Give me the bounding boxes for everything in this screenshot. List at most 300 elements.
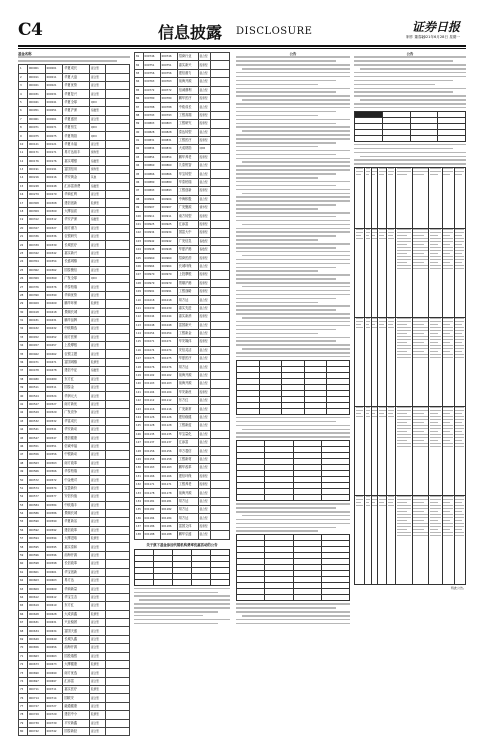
text-line: [134, 623, 218, 625]
fund-code: 000598: [27, 560, 45, 568]
fund-note: [105, 392, 129, 400]
table-row: [355, 168, 466, 229]
fund-name: 招商医药: [177, 254, 198, 262]
fund-code: 001044: [143, 313, 160, 321]
fund-code-2: 000001: [45, 65, 63, 73]
table-row: [19, 417, 130, 425]
fund-name: 上投摩根: [177, 271, 198, 279]
table-row: [19, 241, 130, 249]
fund-note: [105, 73, 129, 81]
fund-type: 混合型: [90, 417, 106, 425]
fund-code-2: 000342: [45, 249, 63, 257]
table-row: [19, 300, 130, 308]
fund-type: QDII: [90, 98, 106, 106]
fund-code: 000697: [27, 677, 45, 685]
text-line: [236, 603, 350, 605]
table-cell: [396, 229, 413, 318]
fund-type: QDII: [198, 145, 210, 153]
fund-code-2: 000756: [160, 69, 177, 77]
fund-note: [105, 241, 129, 249]
text-line: [236, 305, 350, 307]
fund-code-2: 000586: [45, 509, 63, 517]
fund-name: 中欧精选: [63, 325, 90, 333]
table-cell: [321, 495, 349, 501]
text-line: [242, 224, 350, 226]
table-row: [19, 98, 130, 106]
table-row: [19, 132, 130, 140]
fund-type: 指数型: [90, 216, 106, 224]
row-number: 68: [19, 627, 28, 635]
fund-note: [105, 484, 129, 492]
table-row: [355, 318, 466, 407]
fund-note: [210, 338, 229, 346]
fund-code: 000121: [27, 140, 45, 148]
text-line: [236, 72, 350, 74]
row-number: 1: [19, 65, 28, 73]
fund-note: [105, 157, 129, 165]
fund-type: 混合型: [90, 551, 106, 559]
fund-name: 广发信息: [177, 237, 198, 245]
fund-note: [105, 560, 129, 568]
text-line: [354, 159, 466, 161]
fund-code: 000631: [27, 618, 45, 626]
fund-note: [210, 103, 229, 111]
text-line: [354, 76, 466, 78]
text-line: [236, 165, 350, 167]
fund-type: 混合型: [90, 434, 106, 442]
fund-code-2: 001171: [160, 480, 177, 488]
fund-type: 混合型: [90, 333, 106, 341]
fund-code: 001137: [143, 438, 160, 446]
table-row: [19, 652, 130, 660]
fund-code-2: 001128: [160, 422, 177, 430]
fund-code: 000031: [27, 90, 45, 98]
table-cell: [355, 168, 365, 229]
row-number: 47: [19, 451, 28, 459]
column-fund-list-2: [134, 52, 230, 664]
fund-table-a: [18, 64, 130, 736]
text-line: [242, 615, 350, 617]
row-number: 2: [19, 73, 28, 81]
fund-type: 股票型: [198, 522, 210, 530]
fund-code: 001116: [143, 405, 160, 413]
text-line: [354, 148, 453, 150]
fund-note: [210, 187, 229, 195]
row-number: 104: [135, 245, 144, 253]
row-number: 33: [19, 333, 28, 341]
fund-type: 混合型: [198, 531, 210, 539]
table-row: [135, 103, 230, 111]
row-number: 114: [135, 329, 144, 337]
fund-note: [105, 325, 129, 333]
fund-code: 000051: [27, 107, 45, 115]
table-row: [135, 170, 230, 178]
fund-name: 易方达裕丰: [63, 149, 90, 157]
fund-note: [105, 669, 129, 677]
fund-type: 混合型: [90, 669, 106, 677]
fund-name: 前海开源: [63, 644, 90, 652]
fund-type: 混合型: [90, 451, 106, 459]
fund-code-2: 000964: [160, 262, 177, 270]
fund-type: 股票型: [90, 711, 106, 719]
fund-code-2: 000327: [45, 224, 63, 232]
fund-code-2: 000772: [160, 86, 177, 94]
fund-code-2: 000780: [160, 94, 177, 102]
fund-type: 混合型: [198, 296, 210, 304]
fund-name: 南方新优: [63, 400, 90, 408]
row-number: 36: [19, 358, 28, 366]
fund-type: 混合型: [198, 430, 210, 438]
fund-name: 建信稳健: [177, 413, 198, 421]
fund-code-2: 000031: [45, 90, 63, 98]
fund-name: 中海积极: [177, 195, 198, 203]
table-row: [135, 363, 230, 371]
text-line: [236, 611, 350, 613]
row-number: 28: [19, 291, 28, 299]
fund-type: 指数型: [90, 367, 106, 375]
table-row: [135, 145, 230, 153]
fund-code-2: 000362: [45, 266, 63, 274]
fund-code: 000312: [27, 216, 45, 224]
row-number: 62: [19, 577, 28, 585]
fund-code: 001156: [143, 447, 160, 455]
table-row: [19, 342, 130, 350]
fund-note: [210, 78, 229, 86]
fund-note: [105, 400, 129, 408]
text-line: [236, 421, 336, 423]
fund-code-2: 000011: [45, 73, 63, 81]
fund-name: 鹏华医疗: [177, 94, 198, 102]
fund-name: 华夏沪深: [63, 107, 90, 115]
fund-code: 000216: [27, 174, 45, 182]
fund-name: 工银养老: [177, 480, 198, 488]
fund-type: 股票型: [198, 212, 210, 220]
fund-type: 股票型: [198, 313, 210, 321]
text-line: [236, 231, 350, 233]
text-line: [236, 340, 336, 342]
fund-name: 华宝生态: [63, 593, 90, 601]
fund-type: 股票型: [198, 388, 210, 396]
fund-code-2: 001137: [160, 438, 177, 446]
table-row: [19, 602, 130, 610]
row-number: 72: [19, 660, 28, 668]
fund-code-2: 000529: [45, 409, 63, 417]
fund-code: 001166: [143, 472, 160, 480]
text-line: [236, 228, 350, 230]
text-line: [236, 64, 350, 66]
text-line: [354, 64, 466, 66]
fund-code: 001074: [143, 346, 160, 354]
fund-name: 华宝转型: [177, 170, 198, 178]
fund-note: [210, 355, 229, 363]
table-row: [135, 522, 230, 530]
fund-note: [210, 321, 229, 329]
table-cell: [438, 135, 466, 141]
table-row: [19, 686, 130, 694]
table-row: [19, 484, 130, 492]
table-cell: [364, 318, 371, 407]
fund-name: 长城医疗: [63, 241, 90, 249]
section-subtitle: DISCLOSURE: [236, 26, 313, 37]
text-line: [139, 599, 230, 601]
row-number: 38: [19, 375, 28, 383]
fund-note: [105, 434, 129, 442]
table-row: [135, 245, 230, 253]
fund-code-2: 000051: [45, 107, 63, 115]
fund-type: 混合型: [90, 425, 106, 433]
text-line: [354, 152, 466, 154]
text-line: [236, 181, 350, 183]
row-number: 134: [135, 497, 144, 505]
row-number: 29: [19, 300, 28, 308]
fund-code-2: 001074: [160, 346, 177, 354]
table-row: [19, 526, 130, 534]
table-cell: [371, 407, 378, 496]
row-number: 77: [19, 702, 28, 710]
fund-note: [210, 455, 229, 463]
fund-code-2: 001182: [160, 506, 177, 514]
fund-name: 华夏纳指: [63, 132, 90, 140]
fund-code: 001039: [143, 304, 160, 312]
fund-code: 000866: [143, 170, 160, 178]
fund-code-2: 000595: [45, 543, 63, 551]
fund-type: 混合型: [198, 53, 210, 61]
fund-code-2: 000673: [45, 660, 63, 668]
row-number: 60: [19, 560, 28, 568]
fund-code-2: 001166: [160, 472, 177, 480]
fund-type: 债券型: [198, 204, 210, 212]
fund-name: 华安新丝: [177, 388, 198, 396]
intro-text: [18, 56, 130, 61]
fund-type: 混合型: [90, 702, 106, 710]
table-cell: [378, 318, 387, 407]
fund-code: 000893: [143, 187, 160, 195]
table-cell: [454, 407, 465, 496]
fund-name: 平安新鑫: [63, 719, 90, 727]
text-line: [236, 80, 336, 82]
fund-name: 华夏新活: [63, 518, 90, 526]
right-table-1: [354, 111, 466, 142]
fund-name: 国富大中: [177, 229, 198, 237]
text-line: [236, 243, 350, 245]
fund-name: 大摩进取: [63, 535, 90, 543]
fund-name: 华宝量化: [177, 430, 198, 438]
table-cell: [293, 495, 321, 501]
row-number: 138: [135, 531, 144, 539]
row-number: 117: [135, 355, 144, 363]
text-line: [236, 352, 350, 354]
fund-note: [105, 132, 129, 140]
fund-code-2: 000376: [45, 283, 63, 291]
fund-note: [105, 610, 129, 618]
fund-note: [210, 178, 229, 186]
fund-code: 001182: [143, 506, 160, 514]
fund-type: 混合型: [198, 397, 210, 405]
row-number: 89: [135, 120, 144, 128]
rate-table: [134, 549, 230, 586]
row-number: 109: [135, 287, 144, 295]
fund-name: 易方达: [177, 497, 198, 505]
fund-type: 股票型: [90, 300, 106, 308]
text-line: [134, 619, 230, 621]
fund-name: 广发新常: [177, 405, 198, 413]
fund-type: 混合型: [90, 493, 106, 501]
table-row: [19, 182, 130, 190]
table-cell: [154, 579, 173, 585]
text-line: [236, 189, 350, 191]
fund-type: 债券型: [90, 165, 106, 173]
fund-type: 混合型: [198, 262, 210, 270]
row-number: 17: [19, 199, 28, 207]
announcement-table-2: [236, 440, 350, 501]
fund-code: 000592: [27, 526, 45, 534]
fund-type: 股票型: [198, 187, 210, 195]
fund-code-2: 001188: [160, 531, 177, 539]
table-row: [135, 229, 230, 237]
fund-note: [105, 123, 129, 131]
table-row: [135, 422, 230, 430]
fund-code: 000572: [27, 476, 45, 484]
fund-code: 000075: [27, 132, 45, 140]
row-number: 42: [19, 409, 28, 417]
fund-note: [105, 627, 129, 635]
fund-code-2: 000590: [45, 518, 63, 526]
fund-code: 000279: [27, 191, 45, 199]
fund-code: 001181: [143, 497, 160, 505]
table-cell: [355, 135, 383, 141]
fund-code-2: 001156: [160, 447, 177, 455]
fund-note: [105, 543, 129, 551]
row-number: 8: [19, 123, 28, 131]
text-line: [236, 158, 350, 160]
row-number: 84: [135, 78, 144, 86]
table-row: [19, 543, 130, 551]
row-number: 75: [19, 686, 28, 694]
fund-type: 混合型: [90, 241, 106, 249]
fund-code-2: 001102: [160, 371, 177, 379]
row-number: 6: [19, 107, 28, 115]
row-number: 106: [135, 262, 144, 270]
fund-type: 混合型: [90, 526, 106, 534]
table-row: [19, 249, 130, 257]
fund-type: 混合型: [90, 81, 106, 89]
fund-code: 000711: [27, 686, 45, 694]
fund-code-2: 000572: [45, 476, 63, 484]
fund-type: 混合型: [90, 233, 106, 241]
row-number: 135: [135, 506, 144, 514]
fund-code-2: 000619: [45, 602, 63, 610]
fund-code-2: 001163: [160, 464, 177, 472]
fund-note: [105, 333, 129, 341]
table-cell: [364, 168, 371, 229]
fund-note: [105, 459, 129, 467]
row-number: 25: [19, 266, 28, 274]
text-line: [236, 302, 318, 304]
fund-code-2: 000803: [160, 120, 177, 128]
fund-code: 000803: [143, 120, 160, 128]
text-line: [236, 56, 350, 58]
fund-type: 混合型: [90, 476, 106, 484]
table-row: [135, 371, 230, 379]
fund-note: [210, 480, 229, 488]
text-line: [354, 72, 466, 74]
table-row: [135, 120, 230, 128]
text-line: [236, 356, 350, 358]
table-row: [19, 551, 130, 559]
fund-name: 华夏全球: [63, 98, 90, 106]
fund-note: [210, 162, 229, 170]
fund-code-2: 000041: [45, 98, 63, 106]
fund-code-2: 001071: [160, 338, 177, 346]
fund-code: 000601: [27, 568, 45, 576]
table-row: [19, 425, 130, 433]
fund-type: 混合型: [198, 329, 210, 337]
text-line: [360, 99, 466, 101]
table-row: [355, 135, 466, 141]
table-cell: [237, 495, 265, 501]
table-cell: [412, 407, 429, 496]
row-number: 50: [19, 476, 28, 484]
editor-line: 制作 董春云: [406, 35, 426, 39]
table-cell: [237, 595, 265, 601]
fund-note: [105, 308, 129, 316]
fund-name: 华夏恒生: [63, 123, 90, 131]
fund-name: 南方医保: [63, 333, 90, 341]
table-row: [19, 274, 130, 282]
fund-code-2: 000742: [45, 728, 63, 736]
table-cell: [327, 408, 350, 414]
fund-note: [210, 136, 229, 144]
row-number: 52: [19, 493, 28, 501]
table-row: [19, 711, 130, 719]
fund-type: 混合型: [198, 128, 210, 136]
text-line: [242, 130, 350, 132]
row-number: 44: [19, 425, 28, 433]
table-cell: [454, 168, 465, 229]
fund-note: [105, 165, 129, 173]
fund-name: 申万菱信: [177, 447, 198, 455]
table-row: [135, 430, 230, 438]
table-row: [135, 514, 230, 522]
table-cell: [442, 318, 454, 407]
fund-type: 混合型: [198, 304, 210, 312]
fund-code: 001018: [143, 296, 160, 304]
fund-name: 工银医疗: [177, 136, 198, 144]
row-number: 93: [135, 153, 144, 161]
row-number: 112: [135, 313, 144, 321]
fund-note: [105, 585, 129, 593]
fund-type: 股票型: [198, 153, 210, 161]
text-line: [236, 107, 350, 109]
fund-note: [210, 212, 229, 220]
fund-name: 工银创新: [177, 187, 198, 195]
table-cell: [355, 407, 365, 496]
table-row: [19, 719, 130, 727]
table-cell: [192, 579, 211, 585]
fund-name: 华安黄金: [63, 174, 90, 182]
fund-code: 000418: [27, 308, 45, 316]
fund-code-2: 000948: [160, 245, 177, 253]
table-cell: [211, 579, 230, 585]
text-line: [236, 88, 350, 90]
text-line: [236, 507, 336, 509]
fund-note: [105, 702, 129, 710]
fund-code: 000609: [27, 585, 45, 593]
fund-note: [105, 728, 129, 736]
table-row: [19, 65, 130, 73]
fund-code: 000061: [27, 115, 45, 123]
row-number: 132: [135, 480, 144, 488]
